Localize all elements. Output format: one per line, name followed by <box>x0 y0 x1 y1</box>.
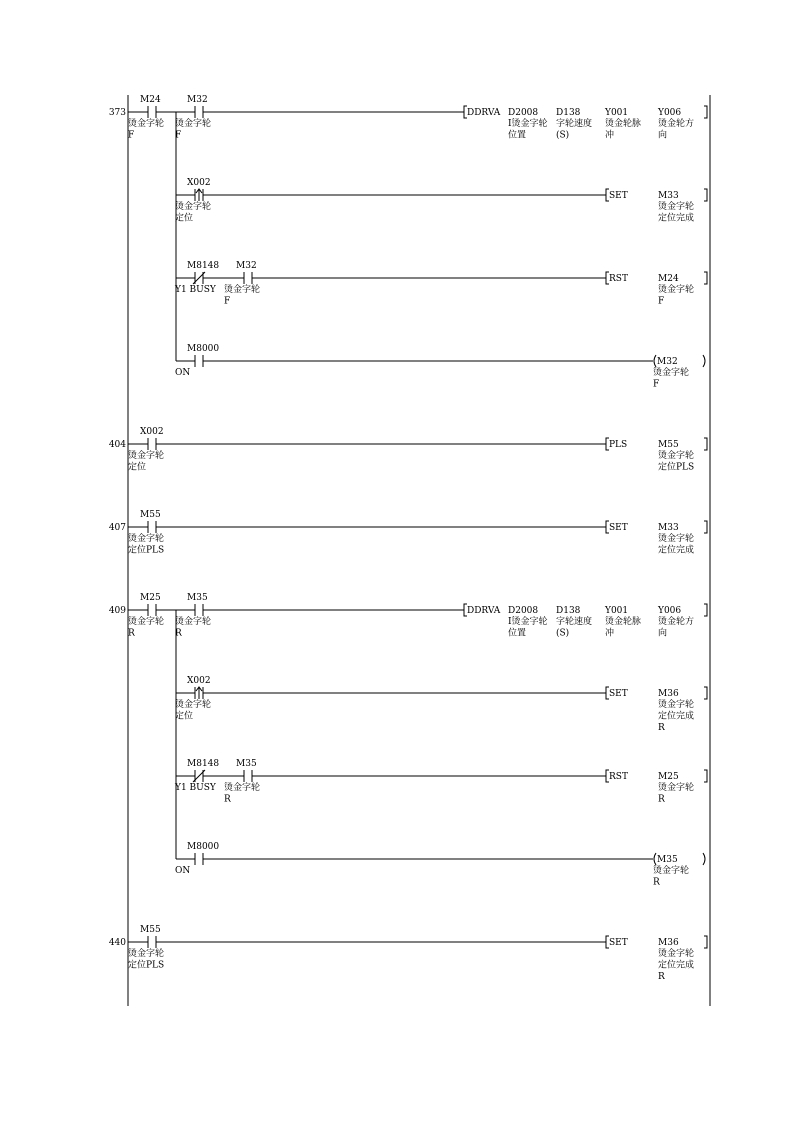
operand-comment: 字轮速度 <box>556 617 593 627</box>
operand-comment: 烫金轮方 <box>658 617 695 627</box>
step-number: 407 <box>108 523 126 533</box>
contact-comment: 烫金字轮 <box>128 617 165 627</box>
operand-device: M25 <box>658 772 679 782</box>
instruction-name: SET <box>609 689 628 699</box>
contact-comment: ON <box>175 866 191 876</box>
operand-comment: 烫金轮脉 <box>605 617 642 627</box>
coil-device: M35 <box>657 855 678 865</box>
operand-comment: F <box>658 296 665 307</box>
operand-device: M33 <box>658 523 679 533</box>
coil-left-arc <box>654 355 656 367</box>
operand-comment: 烫金轮脉 <box>605 119 642 129</box>
instruction-bracket-right <box>704 438 707 450</box>
contact-device: M8148 <box>187 759 220 769</box>
contact-comment: R <box>224 794 231 805</box>
operand-comment: 定位完成 <box>658 960 695 971</box>
contact-device: M8000 <box>187 842 220 852</box>
operand-comment: R <box>658 972 665 982</box>
operand-device: D138 <box>556 606 581 616</box>
contact-comment: 烫金字轮 <box>175 700 212 710</box>
contact-device: X002 <box>187 178 211 188</box>
contact-comment: F <box>128 130 135 141</box>
contact-comment: 烫金字轮 <box>128 451 165 461</box>
contact-device: M35 <box>187 593 208 603</box>
operand-device: Y001 <box>605 108 629 118</box>
contact-comment: 定位PLS <box>128 960 165 971</box>
instruction-bracket-right <box>704 272 707 284</box>
contact-device: M55 <box>140 510 161 520</box>
operand-comment: 烫金轮方 <box>658 119 695 129</box>
contact-comment: 烫金字轮 <box>224 285 261 295</box>
operand-comment: 冲 <box>605 130 615 141</box>
contact-comment: F <box>175 130 182 141</box>
coil-device: M32 <box>657 357 678 367</box>
contact-device: M32 <box>187 95 208 105</box>
instruction-bracket-right <box>704 106 707 118</box>
contact-comment: 烫金字轮 <box>128 949 165 959</box>
operand-device: M36 <box>658 689 679 699</box>
operand-comment: 烫金字轮 <box>658 534 695 544</box>
contact-comment: 烫金字轮 <box>128 534 165 544</box>
operand-comment: 烫金字轮 <box>658 700 695 710</box>
instruction-bracket-right <box>704 687 707 699</box>
operand-comment: 烫金字轮 <box>658 202 695 212</box>
operand-comment: 定位完成 <box>658 711 695 722</box>
step-number: 440 <box>108 938 126 948</box>
operand-comment: I烫金字轮 <box>508 617 548 627</box>
coil-comment: 烫金字轮 <box>653 368 690 378</box>
contact-device: M25 <box>140 593 161 603</box>
contact-comment: Y1 BUSY <box>175 285 216 295</box>
instruction-name: SET <box>609 938 628 948</box>
operand-device: D138 <box>556 108 581 118</box>
instruction-name: SET <box>609 191 628 201</box>
instruction-name: DDRVA <box>467 606 501 616</box>
operand-comment: I烫金字轮 <box>508 119 548 129</box>
instruction-bracket-right <box>704 770 707 782</box>
contact-comment: Y1 BUSY <box>175 783 216 793</box>
instruction-bracket-right <box>704 604 707 616</box>
coil-right-arc <box>703 355 705 367</box>
contact-comment: 烫金字轮 <box>224 783 261 793</box>
operand-comment: 冲 <box>605 628 615 639</box>
operand-device: D2008 <box>508 108 539 118</box>
instruction-name: RST <box>609 772 628 782</box>
contact-comment: F <box>224 296 231 307</box>
contact-device: X002 <box>140 427 164 437</box>
instruction-name: PLS <box>609 440 628 450</box>
contact-comment: R <box>175 628 182 639</box>
operand-comment: 定位完成 <box>658 545 695 556</box>
operand-comment: (S) <box>556 130 570 141</box>
operand-device: Y001 <box>605 606 629 616</box>
coil-right-arc <box>703 853 705 865</box>
operand-comment: R <box>658 723 665 733</box>
operand-comment: 向 <box>658 628 668 639</box>
operand-comment: 烫金字轮 <box>658 949 695 959</box>
coil-comment: F <box>653 379 660 390</box>
operand-comment: 烫金字轮 <box>658 451 695 461</box>
instruction-bracket-right <box>704 189 707 201</box>
operand-device: M36 <box>658 938 679 948</box>
operand-comment: 位置 <box>508 130 527 141</box>
contact-comment: 定位 <box>175 711 194 722</box>
operand-comment: 向 <box>658 130 668 141</box>
operand-device: Y006 <box>658 108 682 118</box>
operand-device: Y006 <box>658 606 682 616</box>
contact-comment: 定位PLS <box>128 545 165 556</box>
contact-device: M8148 <box>187 261 220 271</box>
contact-device: M35 <box>236 759 257 769</box>
instruction-name: RST <box>609 274 628 284</box>
contact-comment: ON <box>175 368 191 378</box>
coil-left-arc <box>654 853 656 865</box>
operand-device: M55 <box>658 440 679 450</box>
operand-comment: 烫金字轮 <box>658 285 695 295</box>
contact-device: X002 <box>187 676 211 686</box>
operand-device: D2008 <box>508 606 539 616</box>
contact-comment: 烫金字轮 <box>128 119 165 129</box>
instruction-name: DDRVA <box>467 108 501 118</box>
operand-comment: R <box>658 794 665 805</box>
instruction-bracket-right <box>704 521 707 533</box>
operand-device: M24 <box>658 274 679 284</box>
contact-comment: R <box>128 628 135 639</box>
contact-comment: 烫金字轮 <box>175 119 212 129</box>
operand-comment: (S) <box>556 628 570 639</box>
step-number: 409 <box>108 606 126 616</box>
operand-device: M33 <box>658 191 679 201</box>
step-number: 404 <box>108 440 126 450</box>
contact-comment: 定位 <box>175 213 194 224</box>
contact-device: M24 <box>140 95 161 105</box>
contact-device: M32 <box>236 261 257 271</box>
contact-device: M55 <box>140 925 161 935</box>
instruction-name: SET <box>609 523 628 533</box>
contact-comment: 烫金字轮 <box>175 617 212 627</box>
operand-comment: 定位PLS <box>658 462 695 473</box>
coil-comment: R <box>653 877 660 888</box>
contact-device: M8000 <box>187 344 220 354</box>
instruction-bracket-right <box>704 936 707 948</box>
operand-comment: 烫金字轮 <box>658 783 695 793</box>
operand-comment: 定位完成 <box>658 213 695 224</box>
operand-comment: 字轮速度 <box>556 119 593 129</box>
step-number: 373 <box>108 108 126 118</box>
coil-comment: 烫金字轮 <box>653 866 690 876</box>
operand-comment: 位置 <box>508 628 527 639</box>
contact-comment: 烫金字轮 <box>175 202 212 212</box>
contact-comment: 定位 <box>128 462 147 473</box>
